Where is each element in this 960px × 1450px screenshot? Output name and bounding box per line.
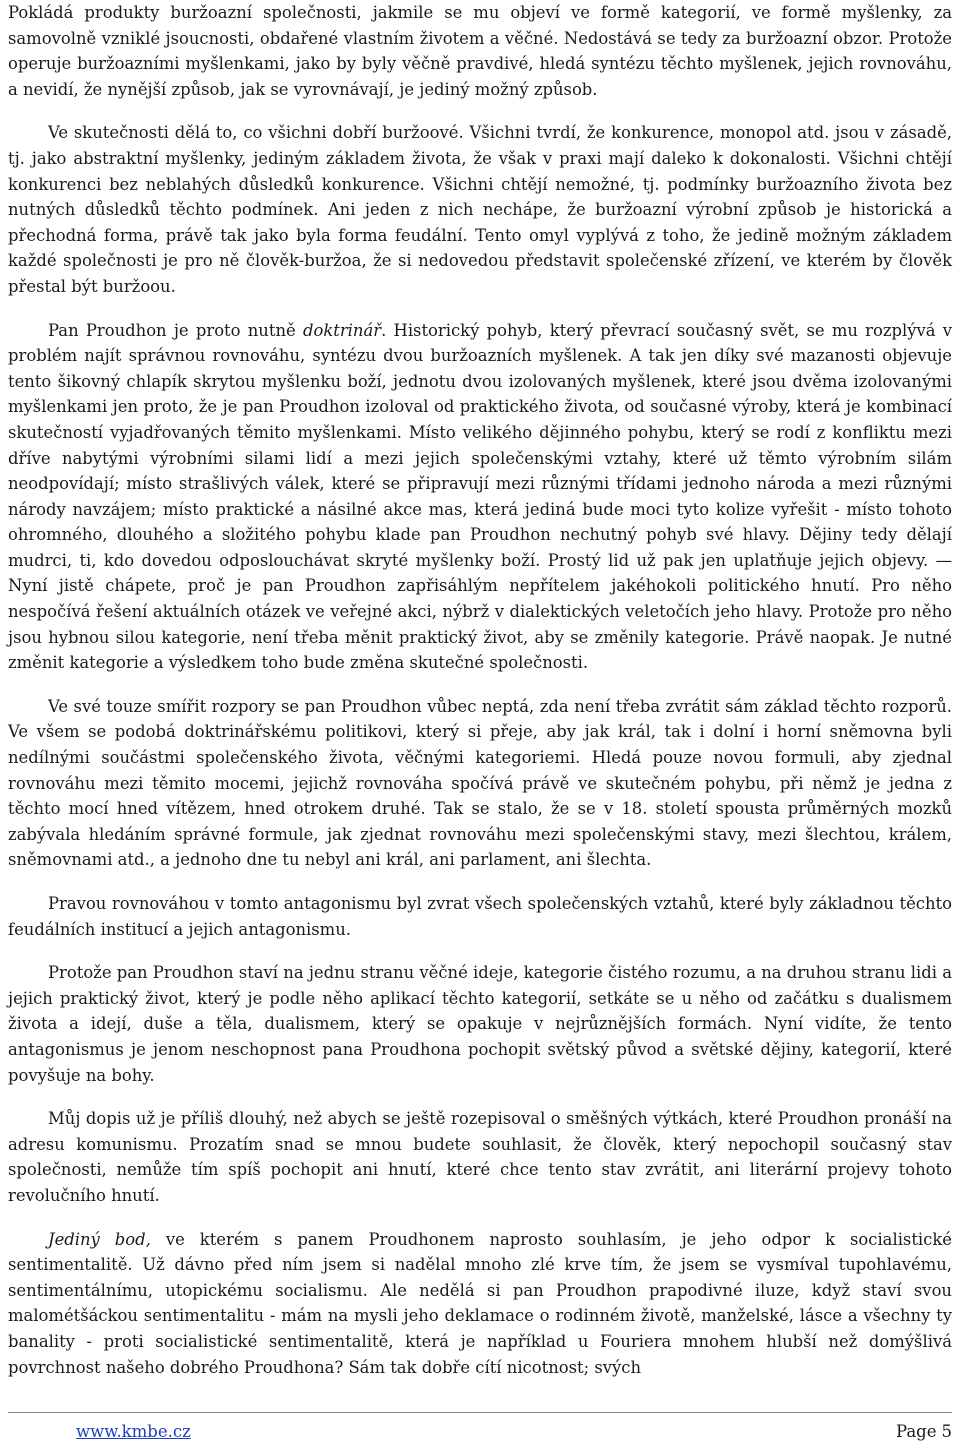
paragraph-text: Ve své touze smířit rozpory se pan Proudhon vůbec neptá, zda není třeba zvrátit sám základ těchto rozporů. Ve všem se podobá doktrinářskému politikovi, který si přeje, aby jak král, tak i dolní i horní sněmovna byli nedílnými součástmi společenského života, věčnými kategoriemi. Hledá pouze novou formuli, aby zjednal rovnováhu mezi těmito mocemi, jejichž rovnováha spočívá právě ve skutečném pohybu, při němž je jedna z těchto mocí hned vítězem, hned otrokem druhé. Tak se stalo, že se v 18. století spousta průměrných mozků zabývala hledáním správné formule, jak zjednat rovnováhu mezi společenskými stavy, mezi šlechtou, králem, sněmovnami atd., a jednoho dne tu nebyl ani král, ani parlament, ani šlechta. <box>8 696 952 870</box>
paragraph <box>8 1106 952 1208</box>
paragraph <box>8 1227 952 1381</box>
page-footer <box>8 1422 952 1446</box>
paragraph <box>8 960 952 1088</box>
paragraph <box>8 891 952 942</box>
emphasis-text: doktrinář <box>302 320 382 340</box>
paragraph-text: Pokládá produkty buržoazní společnosti, jakmile se mu objeví ve formě kategorií, ve formě myšlenky, za samovolně vzniklé jsoucnosti, obdařené vlastním životem a věčné. Nedostává se tedy za buržoazní obzor. Protože operuje buržoazními myšlenkami, jako by byly věčně pravdivé, hledá syntézu těchto myšlenek, jejich rovnováhu, a nevidí, že nynější způsob, jak se vyrovnávají, je jediný možný způsob. <box>8 3 952 99</box>
paragraph-text: . Historický pohyb, který převrací současný svět, se mu rozplývá v problém najít správnou rovnováhu, syntézu dvou buržoazních myšlenek. A tak jen díky své mazanosti objevuje tento šikovný chlapík skrytou myšlenku boží, jednotu dvou izolovaných myšlenek, které jsou dvěma izolovanými myšlenkami jen proto, že je pan Proudhon izoloval od praktického života, od současné výroby, která je kombinací skutečností vyjadřovaných těmito myšlenkami. Místo velikého dějinného pohybu, který se rodí z konfliktu mezi dříve nabytými výrobními silami lidí a mezi jejich společenskými vztahy, které už těmto výrobním silám neodpovídají; místo strašlivých válek, které se připravují mezi různými třídami jednoho národa a mezi různými národy navzájem; místo praktické a násilné akce mas, která jediná bude moci tyto kolize vyřešit - místo tohoto ohromného, dlouhého a složitého pohybu klade pan Proudhon nechutný pohyb své hlavy. Dějiny tedy dělají mudrci, ti, kdo dovedou odposlouchávat skryté myšlenky boží. Prostý lid už pak jen uplatňuje jejich objevy. — Nyní jistě chápete, proč je pan Proudhon zapřisáhlým nepřítelem jakéhokoli politického hnutí. Pro něho nespočívá řešení aktuálních otázek ve veřejné akci, nýbrž v dialektických veletočích jeho hlavy. Protože pro něho jsou hybnou silou kategorie, není třeba měnit praktický život, aby se změnily kategorie. Právě naopak. Je nutné změnit kategorie a výsledkem toho bude změna skutečné společnosti. <box>8 320 953 673</box>
paragraph <box>8 120 952 299</box>
document-body <box>8 0 952 1380</box>
paragraph-text: ve kterém s panem Proudhonem naprosto souhlasím, je jeho odpor k socialistické sentimentalitě. Už dávno před ním jsem si nadělal mnoho zlé krve tím, že jsem se vysmíval tupohlavému, sentimentálnímu, utopickému socialismu. Ale nedělá si pan Proudhon prapodivné iluze, když staví svou malométšáckou sentimentalitu - mám na mysli jeho deklamace o rodinném životě, manželské, lásce a všechny ty banality - proti socialistické sentimentalitě, která je například u Fouriera mnohem hlubší než domýšlivá povrchnost našeho dobrého Proudhona? Sám tak dobře cítí nicotnost; svých <box>8 1229 952 1377</box>
paragraph <box>8 694 952 873</box>
emphasis-text: Jediný bod, <box>48 1229 151 1249</box>
page-number <box>891 1422 952 1441</box>
website-link[interactable]: www.kmbe.cz <box>76 1422 191 1441</box>
page-number-value: 5 <box>941 1422 952 1441</box>
paragraph-text: Ve skutečnosti dělá to, co všichni dobří buržoové. Všichni tvrdí, že konkurence, monopol atd. jsou v zásadě, tj. jako abstraktní myšlenky, jediným základem života, že však v praxi mají daleko k dokonalosti. Všichni chtějí konkurenci bez neblahých důsledků konkurence. Všichni chtějí nemožné, tj. podmínky buržoazního života bez nutných důsledků těchto podmínek. Ani jeden z nich nechápe, že buržoazní výrobní způsob je historická a přechodná forma, právě tak jako byla forma feudální. Tento omyl vyplývá z toho, že jedině možným základem každé společnosti je pro ně člověk-buržoa, že si nedovedou představit společenské zřízení, ve kterém by člověk přestal být buržoou. <box>8 123 952 296</box>
paragraph <box>8 318 952 676</box>
paragraph <box>8 0 952 102</box>
footer-divider <box>8 1412 952 1413</box>
paragraph-text: Pravou rovnováhou v tomto antagonismu byl zvrat všech společenských vztahů, které byly základnou těchto feudálních institucí a jejich antagonismu. <box>8 894 952 939</box>
page-label: Page <box>895 1422 937 1441</box>
paragraph-text: Můj dopis už je příliš dlouhý, než abych se ještě rozepisoval o směšných výtkách, které Proudhon pronáší na adresu komunismu. Prozatím snad se mnou budete souhlasit, že člověk, který nepochopil současný stav společnosti, nemůže tím spíš pochopit ani hnutí, které chce tento stav zvrátit, ani literární projevy tohoto revolučního hnutí. <box>8 1109 952 1205</box>
paragraph-text: Pan Proudhon je proto nutně <box>48 320 303 340</box>
paragraph-text: Protože pan Proudhon staví na jednu stranu věčné ideje, kategorie čistého rozumu, a na druhou stranu lidi a jejich praktický život, který je podle něho aplikací těchto kategorií, setkáte se u něho od začátku s dualismem života a idejí, duše a těla, dualismem, který se opakuje v nejrůznějších formách. Nyní vidíte, že tento antagonismus je jenom neschopnost pana Proudhona pochopit světský původ a světské dějiny, kategorií, které povyšuje na bohy. <box>8 963 952 1085</box>
